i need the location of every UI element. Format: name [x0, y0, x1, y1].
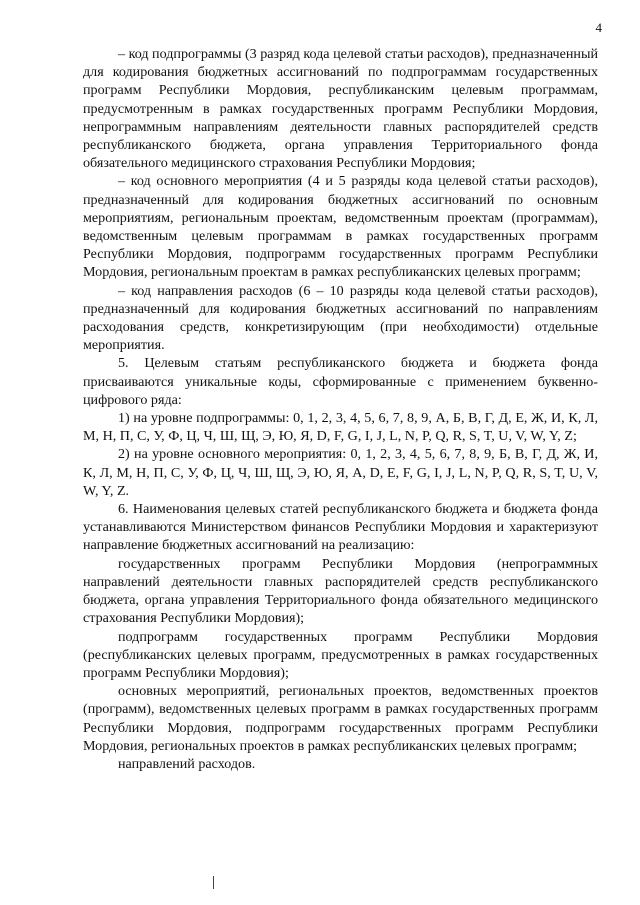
paragraph-state-programs: государственных программ Республики Мордовия (непрограммных направлений деятельности главных распорядителей средств республиканского бюджета, органа управления Территориального фонда обязательного медицинского страхования Республики Мордовия);	[83, 555, 598, 627]
document-body	[83, 45, 598, 773]
page-number: 4	[595, 20, 602, 35]
paragraph-section-5: 5. Целевым статьям республиканского бюджета и бюджета фонда присваиваются уникальные коды, сформированные с применением буквенно-цифрового ряда:	[83, 355, 598, 408]
page-edge-mark	[213, 876, 214, 889]
paragraph-expense-directions: направлений расходов.	[118, 755, 256, 772]
paragraph-subprogram-level-codes: 1) на уровне подпрограммы: 0, 1, 2, 3, 4, 5, 6, 7, 8, 9, А, Б, В, Г, Д, Е, Ж, И, К, Л, М, Н, П, С, У, Ф, Ц, Ч, Ш, Щ, Э, Ю, Я, D, F, G, I, J, L, N, P, Q, R, S, T, U, V, W, Y, Z;	[83, 410, 598, 445]
paragraph-main-activity-level-codes: 2) на уровне основного мероприятия: 0, 1, 2, 3, 4, 5, 6, 7, 8, 9, Б, В, Г, Д, Ж, И, К, Л, М, Н, П, С, У, Ф, Ц, Ч, Ш, Щ, Э, Ю, Я, А, D, E, F, G, I, J, L, N, P, Q, R, S, T, U, V, W, Y, Z.	[83, 446, 598, 499]
paragraph-subprograms: подпрограмм государственных программ Республики Мордовия (республиканских целевых программ, предусмотренных в рамках государственных программ Республики Мордовия);	[83, 628, 598, 681]
paragraph-main-activities: основных мероприятий, региональных проектов, ведомственных проектов (программ), ведомственных целевых программ в рамках государственных программ Республики Мордовия, подпрограмм государственных программ Республики Мордовия, региональных проектов в рамках республиканских целевых программ;	[83, 683, 598, 754]
paragraph-subprogram-code: – код подпрограммы (3 разряд кода целевой статьи расходов), предназначенный для кодирования бюджетных ассигнований по подпрограммам государственных программ Республики Мордовия, республиканским целевым программам, предусмотренным в рамках государственных программ Республики Мордовия, непрограммным направлениям деятельности главных распорядителей средств республиканского бюджета, органа управления Территориального фонда обязательного медицинского страхования Республики Мордовия;	[83, 46, 598, 172]
paragraph-expense-direction-code: – код направления расходов (6 – 10 разряды кода целевой статьи расходов), предназначенный для кодирования бюджетных ассигнований по направлениям расходования средств, конкретизирующим (при необходимости) отдельные мероприятия.	[83, 282, 598, 354]
paragraph-section-6: 6. Наименования целевых статей республиканского бюджета и бюджета фонда устанавливаются Министерством финансов Республики Мордовия и характеризуют направление бюджетных ассигнований на реализацию:	[83, 501, 598, 554]
paragraph-main-activity-code: – код основного мероприятия (4 и 5 разряды кода целевой статьи расходов), предназначенный для кодирования бюджетных ассигнований по основным мероприятиям, региональным проектам, ведомственным проектам (программам), ведомственным целевым программам в рамках государственных программ Республики Мордовия, подпрограмм государственных программ Республики Мордовия, региональным проектам в рамках республиканских целевых программ;	[83, 173, 598, 281]
